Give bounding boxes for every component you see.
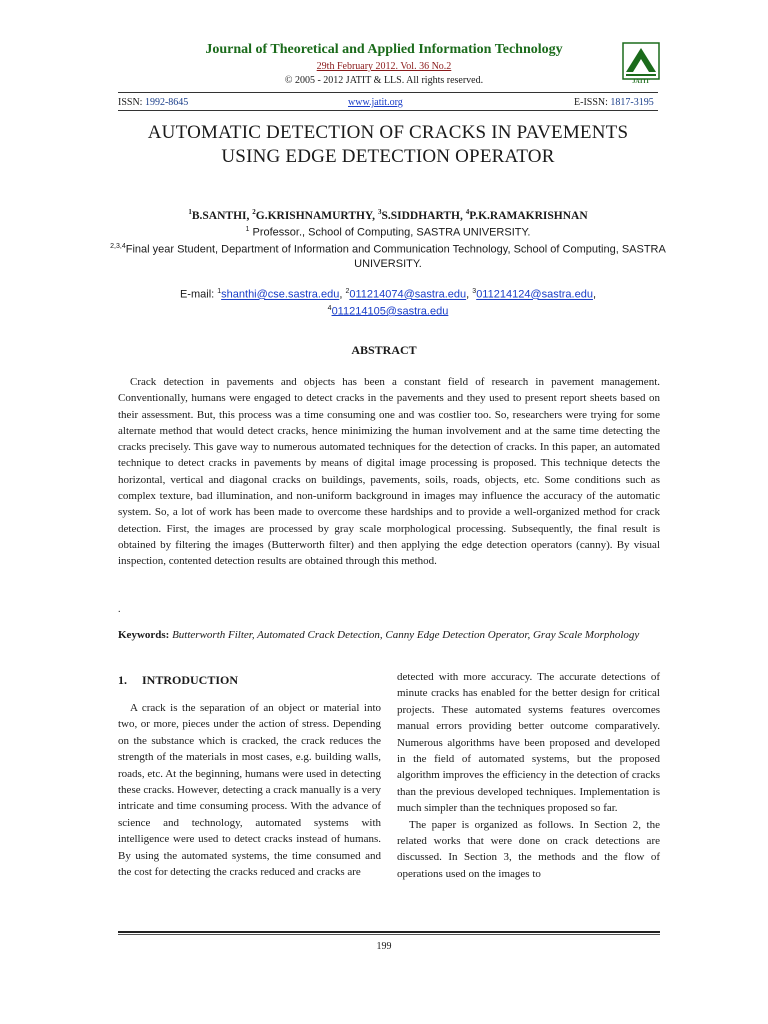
- author-sup: 2: [252, 208, 256, 216]
- header-rule: [118, 92, 658, 93]
- section-heading: 1. INTRODUCTION: [118, 673, 239, 687]
- issn-label: ISSN:: [118, 97, 143, 108]
- jatit-logo-icon: [622, 42, 660, 80]
- abstract-text: Crack detection in pavements and objects has been a constant field of research in pavement management. Conventionally, humans were engaged to detect cracks in the pavements and they used to present report sheets based on their assessment. But, this process was a time consuming one and was costlier too. So, researchers were trying for some alternate method that would detect cracks, hence minimizing the human involvement and at the same time detecting the cracks precisely. This gave way to numerous automated techniques for the detection of cracks. In this paper, an automated technique to detect cracks in pavements by means of digital image processing is proposed. This technique detects the horizontal, vertical and diagonal cracks on buildings, pavements, soils, roads, objects, etc. Some conditions such as complex texture, bad illumination, and non-uniform background in images may influence the accuracy of the automatic system. So, a lot of work has been made to overcome these hardships and to provide a well-organized method for crack detection. First, the images are processed by gray scale morphological processing. Subsequently, the final result is obtained by filtering the images (Butterworth filter) and then applying the edge detection operators (canny). By visual inspection, contented detection results are obtained through this method.: [118, 376, 660, 568]
- copyright: © 2005 - 2012 JATIT & LLS. All rights reserved.: [284, 75, 484, 86]
- keywords-value: Butterworth Filter, Automated Crack Detection, Canny Edge Detection Operator, Gray Scale Morphology: [172, 629, 640, 641]
- author-name: B.SANTHI,: [191, 209, 253, 222]
- email-sup: 2: [345, 288, 350, 295]
- paragraph: A crack is the separation of an object or material into two, or more, pieces under the action of stress. Depending on the substance which is cracked, the crack reduces the strength of the materials in most cases, e.g. building walls, roads, etc. At the beginning, humans were used in detecting these cracks. However, detecting a crack manually is a very intricate and time consuming process. With the advance of science and technology, automated systems with intelligence were used to detect cracks instead of humans. By using the automated systems, the time consumed and the cost for detecting the cracks reduced and cracks are: [118, 702, 381, 879]
- email-link[interactable]: 011214124@sastra.edu: [476, 288, 593, 301]
- affiliation-sup: 2,3,4: [110, 243, 126, 250]
- author-name: P.K.RAMAKRISHNAN: [469, 209, 588, 222]
- email-link[interactable]: shanthi@cse.sastra.edu: [221, 288, 340, 301]
- eissn: [574, 97, 654, 108]
- issn: [118, 97, 188, 108]
- issn-value: 1992-8645: [144, 97, 189, 108]
- affiliation-2: [100, 240, 676, 271]
- abstract-trailing-dot: .: [118, 604, 121, 615]
- email-link[interactable]: 011214074@sastra.edu: [349, 288, 467, 301]
- author-sup: 3: [377, 208, 382, 216]
- email-sup: 3: [472, 288, 477, 295]
- author-list: [100, 208, 676, 222]
- paragraph: The paper is organized as follows. In Section 2, the related works that were done on crack detections are discussed. In Section 3, the methods and the flow of operations used on the images to: [397, 818, 660, 880]
- abstract-heading: ABSTRACT: [351, 343, 417, 357]
- right-column: [397, 669, 660, 882]
- journal-website-link[interactable]: www.jatit.org: [348, 97, 403, 108]
- email-sup: 1: [217, 288, 222, 295]
- eissn-label: E-ISSN:: [574, 97, 608, 108]
- footer-rule-thin: [118, 934, 660, 935]
- eissn-value: 1817-3195: [610, 97, 654, 108]
- paper-title-line1: AUTOMATIC DETECTION OF CRACKS IN PAVEMENTS: [147, 122, 629, 143]
- paper-title-line2: USING EDGE DETECTION OPERATOR: [221, 146, 555, 167]
- header-rule-bottom: [118, 110, 658, 111]
- author-sup: 4: [465, 208, 470, 216]
- affiliation-sup: 1: [245, 226, 250, 233]
- page-number: 199: [376, 941, 392, 952]
- email-list: E-mail: $^1$shanthi@cse.sastra.edu, $^2$011214074@sastra.edu, $^3$011214124@sastra.edu, $^4$011214105@sastra.edu: [179, 288, 597, 318]
- keywords: [118, 627, 660, 643]
- issue-date: 29th February 2012. Vol. 36 No.2: [316, 61, 452, 72]
- email-sup: 4: [327, 304, 332, 312]
- affiliation-1: [100, 223, 676, 240]
- logo-text: JATIT: [632, 79, 650, 85]
- paper-title: [100, 121, 676, 169]
- author-name: S.SIDDHARTH,: [381, 209, 466, 222]
- left-column: [118, 700, 381, 880]
- paragraph: detected with more accuracy. The accurate detections of minute cracks has enabled for the better design for critical projects. These automated systems features overcomes manual errors providing better outcome comparatively. Numerous algorithms have been proposed and developed in the field of automated systems, but the proposed algorithm improves the efficiency in the detection of cracks than the previous developed techniques. Implementation is much simpler than the techniques proposed so far.: [397, 671, 660, 815]
- footer-rule: [118, 931, 660, 933]
- email-link[interactable]: 011214105@sastra.edu: [331, 305, 449, 318]
- affiliation-text: Professor., School of Computing, SASTRA UNIVERSITY.: [249, 226, 531, 239]
- author-sup: 1: [188, 208, 192, 216]
- journal-title: Journal of Theoretical and Applied Information Technology: [205, 42, 563, 57]
- email-label: E-mail:: [179, 288, 218, 301]
- author-name: G.KRISHNAMURTHY,: [255, 209, 378, 222]
- keywords-label: Keywords:: [118, 629, 173, 641]
- affiliation-text: Final year Student, Department of Information and Communication Technology, School of Computing, SASTRA UNIVERSITY.: [125, 243, 666, 270]
